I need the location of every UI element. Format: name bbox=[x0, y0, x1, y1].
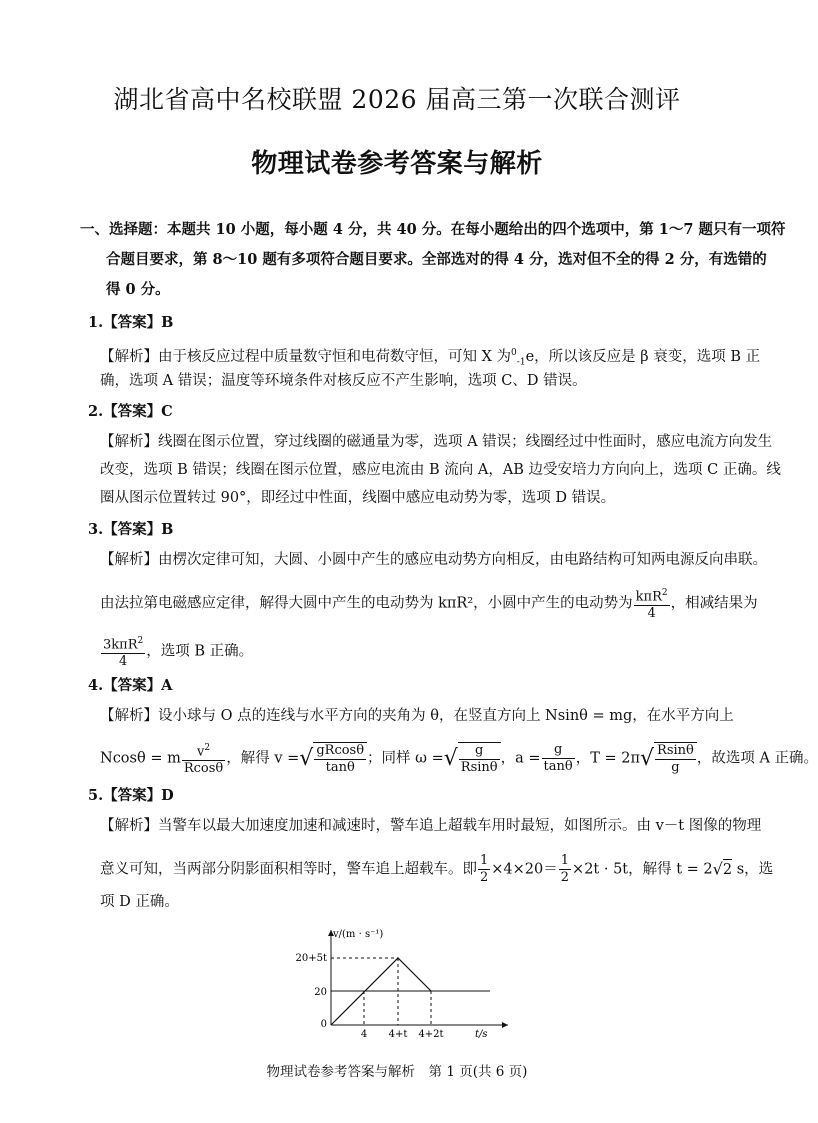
x-tick-4-plus-2t: 4+2t bbox=[418, 1029, 444, 1040]
q4-answer: 4.【答案】A bbox=[88, 677, 173, 694]
q2-answer: 2.【答案】C bbox=[88, 403, 173, 420]
q2-explanation-line1: 【解析】线圈在图示位置，穿过线圈的磁通量为零，选项 A 错误；线圈经过中性面时，感应电流方向发生 bbox=[100, 434, 773, 450]
q1-explanation-line1: 【解析】由于核反应过程中质量数守恒和电荷数守恒，可知 X 为$^0_{-1}$e，所以该反应是 β 衰变，选项 B 正 bbox=[100, 348, 761, 368]
fraction-3kpiR2-over-4: $\frac{3k\pi R^2}{4}$ bbox=[101, 633, 145, 670]
page-footer: 物理试卷参考答案与解析 第 1 页(共 6 页) bbox=[266, 1064, 528, 1080]
q5-explanation-line3: 项 D 正确。 bbox=[100, 894, 179, 910]
q2-explanation-line2: 改变，选项 B 错误；线圈在图示位置，感应电流由 B 流向 A，AB 边受安培力方向向上，选项 C 正确。线 bbox=[100, 462, 781, 478]
section-intro-line1: 一、选择题：本题共 10 小题，每小题 4 分，共 40 分。在每小题给出的四个选项中，第 1～7 题只有一项符 bbox=[80, 221, 786, 238]
section-intro-line2: 合题目要求，第 8～10 题有多项符合题目要求。全部选对的得 4 分，选对但不全的得 2 分，有选错的 bbox=[106, 251, 767, 268]
x-tick-4: 4 bbox=[360, 1029, 368, 1040]
q3-answer: 3.【答案】B bbox=[88, 521, 174, 538]
q4-explanation-line1: 【解析】设小球与 O 点的连线与水平方向的夹角为 θ，在竖直方向上 Nsinθ = mg，在水平方向上 bbox=[100, 708, 734, 724]
page-title-answer-key: 物理试卷参考答案与解析 bbox=[251, 149, 543, 179]
q5-answer: 5.【答案】D bbox=[88, 787, 174, 804]
q1-answer: 1.【答案】B bbox=[88, 314, 174, 331]
y-tick-20-plus-5t: 20+5t bbox=[295, 953, 327, 964]
y-tick-0: 0 bbox=[320, 1019, 327, 1030]
q2-explanation-line3: 圈从图示位置转过 90°，即经过中性面，线圈中感应电动势为零，选项 D 错误。 bbox=[100, 490, 616, 506]
q3-explanation-line1: 【解析】由楞次定律可知，大圆、小圆中产生的感应电动势方向相反，由电路结构可知两电源反向串联。 bbox=[100, 552, 767, 568]
q3-explanation-line2: 由法拉第电磁感应定律，解得大圆中产生的电动势为 kπR²，小圆中产生的电动势为 $\frac{k\pi R^2}{4}$ ，相减结果为 bbox=[100, 585, 758, 622]
x-tick-4-plus-t: 4+t bbox=[388, 1029, 408, 1040]
q5-explanation-line2: 意义可知，当两部分阴影面积相等时，警车追上超载车。即 $\frac{1}{2}$ ×4×20＝ $\frac{1}{2}$ ×2t · 5t，解得 t = 2√2 s，选 bbox=[100, 853, 774, 885]
x-axis-label: t/s bbox=[475, 1029, 488, 1040]
y-axis-label: v/(m · s⁻¹) bbox=[333, 929, 384, 940]
y-tick-20: 20 bbox=[314, 987, 327, 998]
q5-explanation-line1: 【解析】当警车以最大加速度加速和减速时，警车追上超载车用时最短，如图所示。由 v－t 图像的物理 bbox=[100, 818, 762, 834]
q1-explanation-line2: 确，选项 A 错误；温度等环境条件对核反应不产生影响，选项 C、D 错误。 bbox=[100, 373, 587, 389]
page-title-exam: 湖北省高中名校联盟 2026 届高三第一次联合测评 bbox=[113, 85, 681, 114]
q4-explanation-line2: Ncosθ = m $\frac{v^2}{Rcos\theta}$ ，解得 v =√ $\frac{gRcos\theta}{\tan\theta}$ ；同样 ω =√ $\frac{g}{Rsin\theta}$ ，a = $\frac{g}{\tan\theta}$ ，T = 2π√ $\frac{Rsin\theta}{g}$ ，故选项 A 正确。 bbox=[100, 740, 818, 777]
fraction-kpiR2-over-4: $\frac{k\pi R^2}{4}$ bbox=[634, 585, 670, 622]
v-t-graph bbox=[295, 925, 520, 1043]
section-intro-line3: 得 0 分。 bbox=[106, 281, 170, 298]
q3-explanation-line3: $\frac{3k\pi R^2}{4}$ ，选项 B 正确。 bbox=[100, 633, 253, 670]
